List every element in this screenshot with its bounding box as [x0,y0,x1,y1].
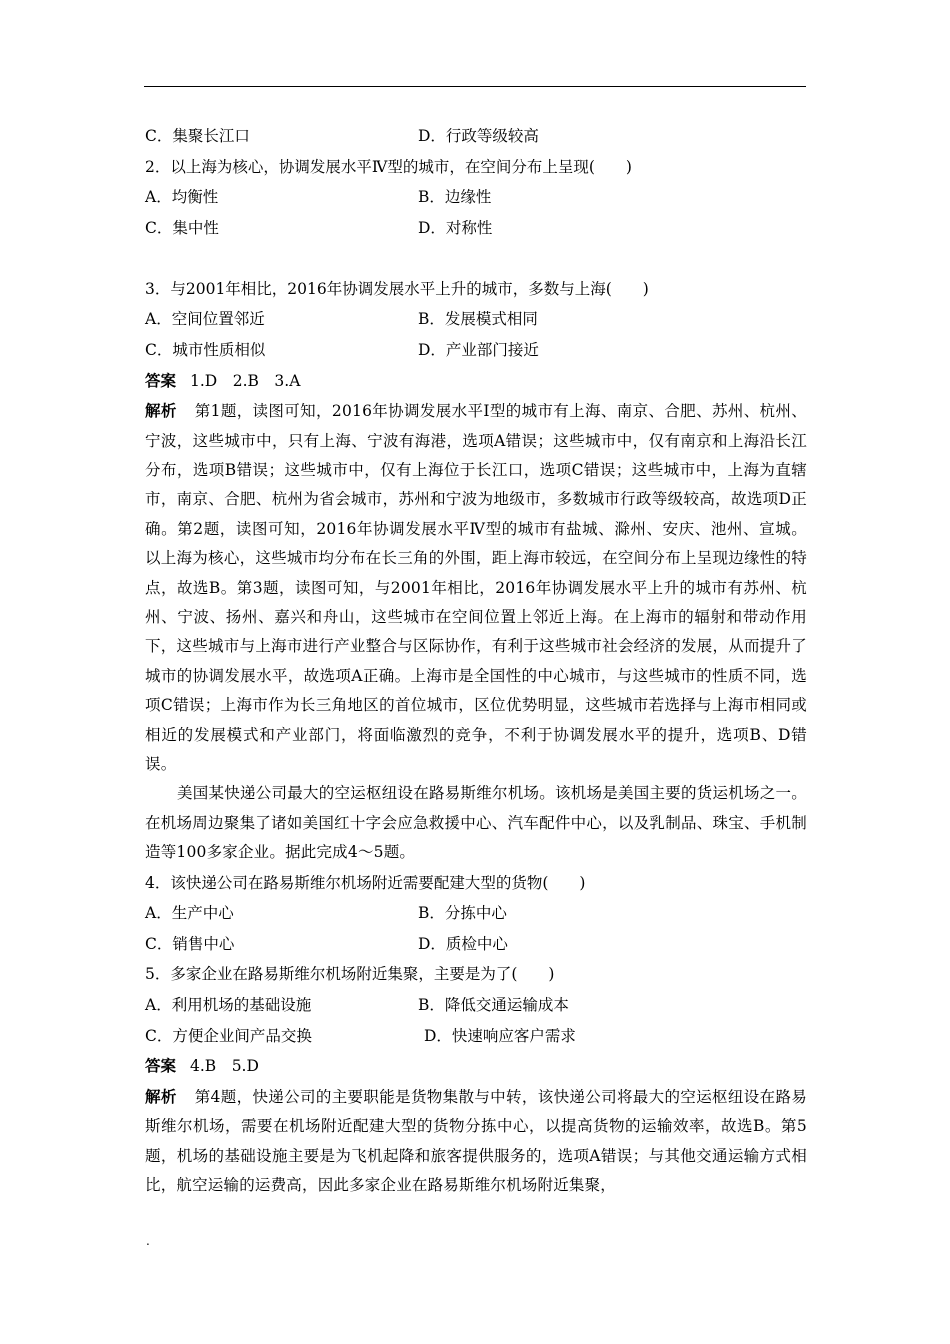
q3-option-a: A．空间位置邻近 [145,310,265,329]
q4-options-ab [145,898,807,929]
header-rule [144,86,806,87]
material-text: 美国某快递公司最大的空运枢纽设在路易斯维尔机场。该机场是美国主要的货运机场之一。在机场周边聚集了诸如美国红十字会应急救援中心、汽车配件中心，以及乳制品、珠宝、手机制造等100多家企业。据此完成4～5题。 [145,784,807,862]
q3-options-ab [145,304,807,335]
q4-options-cd [145,929,807,960]
q1-option-c: C．集聚长江口 [145,127,250,145]
answer-label: 答案 [145,370,177,390]
answer-values: 1.D 2.B 3.A [190,371,301,390]
q2-option-c: C．集中性 [145,218,219,237]
blank-line [145,243,807,273]
q3-options-cd [145,335,807,366]
q2-options-ab [145,182,807,213]
q2-stem: 2．以上海为核心，协调发展水平Ⅳ型的城市，在空间分布上呈现( ) [145,157,632,176]
answer-label: 答案 [145,1056,177,1076]
q3-option-c: C．城市性质相似 [145,340,266,359]
analysis-label: 解析 [145,401,177,421]
answer-block-2 [145,1051,807,1082]
q2-options-cd [145,213,807,244]
q3-option-b: B．发展模式相同 [418,310,538,329]
q3-stem: 3．与2001年相比，2016年协调发展水平上升的城市，多数与上海( ) [145,279,649,298]
analysis-label: 解析 [145,1086,177,1106]
material-passage [145,779,807,867]
q4-option-b: B．分拣中心 [418,904,507,923]
q4-option-a: A．生产中心 [145,904,234,923]
q3-option-d: D．产业部门接近 [418,340,539,359]
answer-values: 4.B 5.D [190,1057,259,1076]
q4-option-d: D．质检中心 [418,934,508,953]
q1-options-cd [145,121,807,152]
q2-option-d: D．对称性 [418,218,493,237]
q5-option-d: D．快速响应客户需求 [424,1026,576,1045]
q5-stem: 5．多家企业在路易斯维尔机场附近集聚，主要是为了( ) [145,965,555,984]
analysis-block-2 [145,1082,807,1201]
q5-options-ab [145,990,807,1021]
q2-option-b: B．边缘性 [418,188,492,207]
q5-option-c: C．方便企业间产品交换 [145,1026,312,1045]
analysis-text: 第1题，读图可知，2016年协调发展水平Ⅰ型的城市有上海、南京、合肥、苏州、杭州、宁波，这些城市中，只有上海、宁波有海港，选项A错误；这些城市中，仅有南京和上海沿长江分布，选项B错误；这些城市中，仅有上海位于长江口，选项C错误；这些城市中，上海为直辖市，南京、合肥、杭州为省会城市，苏州和宁波为地级市，多数城市行政等级较高，故选项D正确。第2题，读图可知，2016年协调发展水平Ⅳ型的城市有盐城、滁州、安庆、池州、宣城。以上海为核心，这些城市均分布在长三角的外围，距上海市较远，在空间分布上呈现边缘性的特点，故选B。第3题，读图可知，与2001年相比，2016年协调发展水平上升的城市有苏州、杭州、宁波、扬州、嘉兴和舟山，这些城市在空间位置上邻近上海。在上海市的辐射和带动作用下，这些城市与上海市进行产业整合与区际协作，有利于这些城市社会经济的发展，从而提升了城市的协调发展水平，故选项A正确。上海市是全国性的中心城市，与这些城市的性质不同，选项C错误；上海市作为长三角地区的首位城市，区位优势明显，这些城市若选择与上海市相同或相近的发展模式和产业部门，将面临激烈的竞争，不利于协调发展水平的提升，选项B、D错误。 [145,402,807,774]
answer-block-1 [145,366,807,397]
q4-option-c: C．销售中心 [145,934,235,953]
q5-options-cd [145,1021,807,1052]
document-body [145,121,807,1200]
q5-option-b: B．降低交通运输成本 [418,996,569,1015]
footer-mark: . [146,1234,150,1248]
analysis-text: 第4题，快递公司的主要职能是货物集散与中转，该快递公司将最大的空运枢纽设在路易斯维尔机场，需要在机场附近配建大型的货物分拣中心，以提高货物的运输效率，故选B。第5题，机场的基础设施主要是为飞机起降和旅客提供服务的，选项A错误；与其他交通运输方式相比，航空运输的运费高，因此多家企业在路易斯维尔机场附近集聚， [145,1087,807,1195]
q5-option-a: A．利用机场的基础设施 [145,996,312,1015]
q1-option-d: D．行政等级较高 [418,127,539,145]
q2-option-a: A．均衡性 [145,188,219,207]
analysis-block-1 [145,396,807,779]
q4-stem: 4．该快递公司在路易斯维尔机场附近需要配建大型的货物( ) [145,873,586,892]
